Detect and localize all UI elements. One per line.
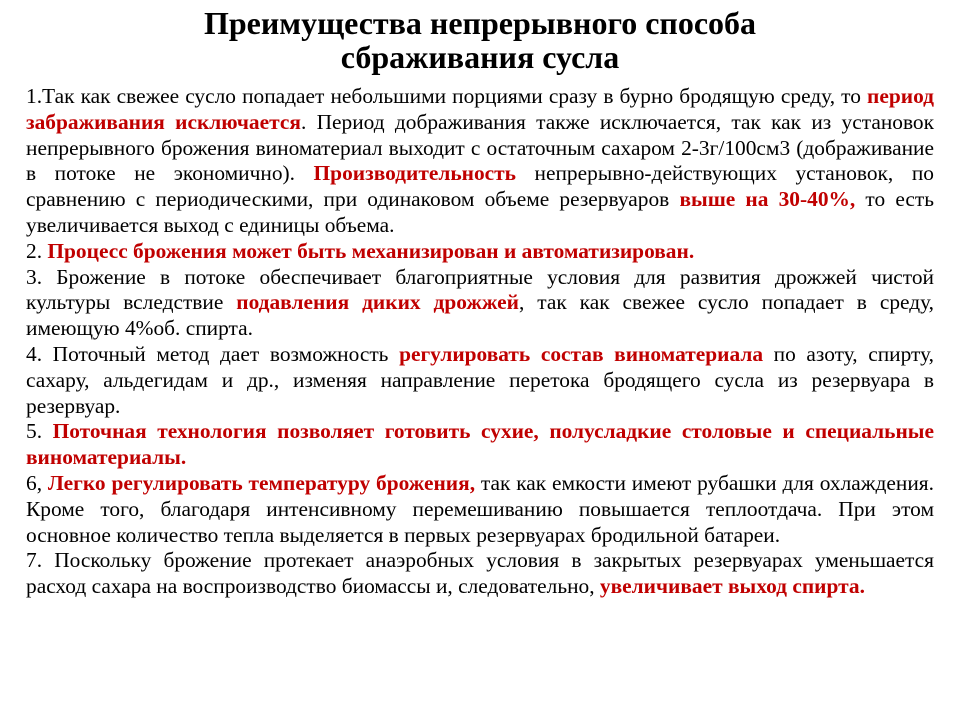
list-item-5 (26, 419, 934, 471)
list-item-2 (26, 239, 934, 265)
list-item-7 (26, 548, 934, 600)
item-7-highlight-1: увеличивает выход спирта. (599, 574, 865, 599)
item-6-highlight-1: Легко регулировать температуру брожения, (47, 470, 476, 495)
slide-title-line-2: сбраживания сусла (340, 39, 620, 75)
item-1-highlight-3: выше на 30-40%, (679, 187, 856, 212)
item-4-text-2: по азоту, спирту, сахару, альдегидам и др., изменяя направление перетока бродящего сусла из резервуара в резервуар. (26, 341, 934, 418)
item-1-text-3: непрерывно-действующих установок, по сравнению с периодическими, при одинаковом объеме резервуаров (26, 161, 934, 212)
item-6-text-1: 6, (26, 470, 48, 495)
item-4-highlight-1: регулировать состав виноматериала (399, 341, 764, 366)
item-5-text-1: 5. (26, 419, 53, 444)
item-4-text-1: 4. Поточный метод дает возможность (26, 341, 400, 366)
list-item-6 (26, 471, 934, 548)
item-1-text-4: то есть увеличивается выход с единицы объема. (26, 187, 934, 237)
list-item-3 (26, 265, 934, 342)
slide-body (26, 84, 934, 600)
item-3-highlight-1: подавления диких дрожжей (236, 290, 519, 315)
item-2-highlight-1: Процесс брожения может быть механизирован и автоматизирован. (47, 238, 695, 263)
item-5-highlight-1: Поточная технология позволяет готовить сухие, полусладкие столовые и специальные виноматериалы. (26, 419, 935, 470)
item-6-text-2: так как емкости имеют рубашки для охлаждения. Кроме того, благодаря интенсивному перемешиванию повышается теплоотдача. При этом основное количество тепла выделяется в первых резервуарах бродильной батареи. (26, 470, 934, 547)
slide-title (0, 6, 960, 74)
item-3-text-1: 3. Брожение в потоке обеспечивает благоприятные условия для развития дрожжей чистой культуры вследствие (26, 264, 934, 315)
item-1-text-1: 1.Так как свежее сусло попадает небольшими порциями сразу в бурно бродящую среду, то (26, 84, 868, 108)
item-3-text-2: , так как свежее сусло попадает в среду, имеющую 4%об. спирта. (26, 290, 935, 341)
list-item-1 (26, 84, 934, 239)
item-1-highlight-2: Производительность (313, 161, 516, 186)
item-1-text-2: . Период дображивания также исключается, так как из установок непрерывного брожения виноматериал выходит с остаточным сахаром 2-3г/100см3 (дображивание в потоке не экономично). (26, 109, 935, 186)
item-2-text-1: 2. (26, 238, 48, 263)
slide-title-line-1: Преимущества непрерывного способа (203, 5, 757, 41)
list-item-4 (26, 342, 934, 419)
item-1-highlight-1: период забраживания исключается (26, 84, 934, 134)
item-7-text-1: 7. Поскольку брожение протекает анаэробных условия в закрытых резервуарах уменьшается расход сахара на воспроизводство биомассы и, следовательно, (26, 548, 934, 599)
